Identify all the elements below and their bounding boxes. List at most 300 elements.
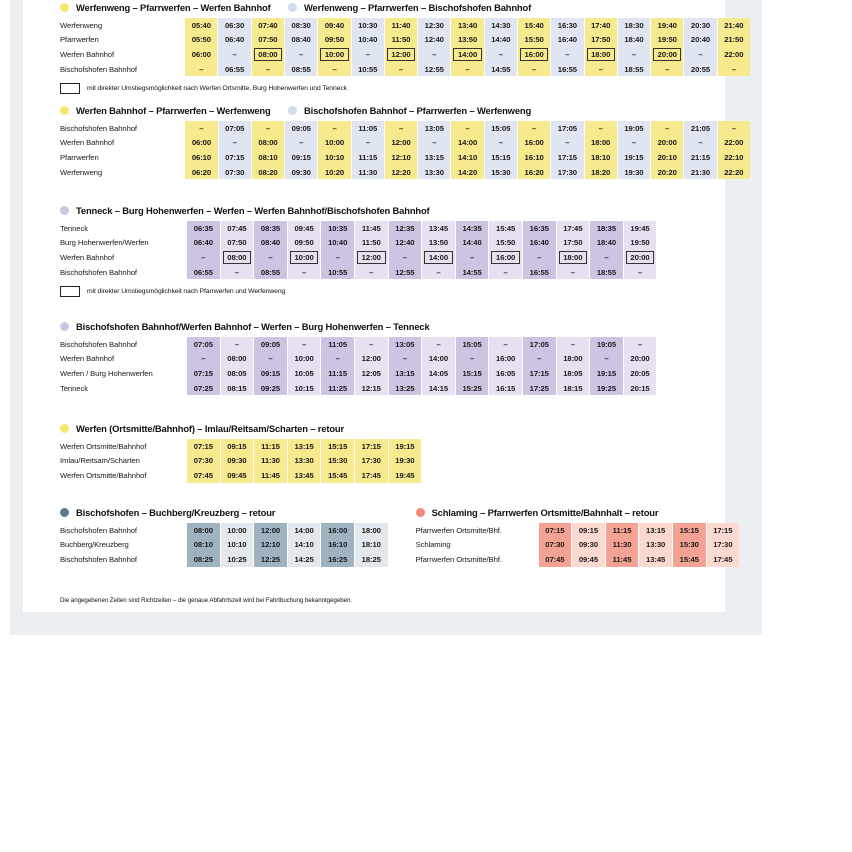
time-cell[interactable] [451, 121, 484, 136]
time-cell[interactable] [287, 454, 321, 469]
time-cell[interactable] [418, 150, 451, 165]
time-cell[interactable] [451, 165, 484, 180]
time-cell[interactable] [287, 523, 321, 538]
time-cell[interactable] [556, 381, 590, 396]
time-cell[interactable] [556, 250, 590, 265]
time-cell[interactable] [187, 523, 221, 538]
time-cell[interactable] [384, 165, 417, 180]
time-cell[interactable] [187, 538, 221, 553]
time-cell[interactable] [484, 62, 517, 77]
time-cell[interactable] [388, 381, 422, 396]
time-cell[interactable] [351, 18, 384, 33]
time-cell[interactable] [285, 165, 318, 180]
time-cell[interactable] [706, 538, 739, 553]
time-cell[interactable] [623, 250, 656, 265]
time-cell[interactable] [321, 468, 355, 483]
time-cell[interactable] [287, 221, 321, 236]
time-cell[interactable] [517, 121, 550, 136]
time-cell[interactable] [287, 236, 321, 251]
time-cell[interactable] [418, 136, 451, 151]
time-cell[interactable] [617, 150, 650, 165]
time-cell[interactable] [484, 165, 517, 180]
time-cell[interactable] [522, 381, 556, 396]
time-cell[interactable] [672, 538, 706, 553]
time-cell[interactable] [717, 18, 750, 33]
time-cell[interactable] [538, 538, 572, 553]
time-cell[interactable] [187, 337, 221, 352]
time-cell[interactable] [605, 552, 639, 567]
time-cell[interactable] [422, 337, 456, 352]
time-cell[interactable] [717, 62, 750, 77]
time-cell[interactable] [451, 47, 484, 62]
time-cell[interactable] [321, 381, 355, 396]
time-cell[interactable] [187, 454, 221, 469]
time-cell[interactable] [251, 33, 284, 48]
time-cell[interactable] [287, 337, 321, 352]
time-cell[interactable] [556, 337, 590, 352]
time-cell[interactable] [617, 47, 650, 62]
time-cell[interactable] [254, 352, 288, 367]
time-cell[interactable] [220, 468, 254, 483]
time-cell[interactable] [285, 47, 318, 62]
time-cell[interactable] [617, 62, 650, 77]
time-cell[interactable] [354, 337, 388, 352]
time-cell[interactable] [384, 18, 417, 33]
time-cell[interactable] [318, 121, 351, 136]
time-cell[interactable] [220, 250, 254, 265]
time-cell[interactable] [556, 236, 590, 251]
time-cell[interactable] [418, 62, 451, 77]
time-cell[interactable] [706, 552, 739, 567]
time-cell[interactable] [590, 381, 624, 396]
time-cell[interactable] [422, 265, 456, 280]
time-cell[interactable] [388, 366, 422, 381]
time-cell[interactable] [218, 121, 251, 136]
time-cell[interactable] [717, 33, 750, 48]
time-cell[interactable] [551, 18, 584, 33]
time-cell[interactable] [354, 250, 388, 265]
time-cell[interactable] [572, 538, 606, 553]
time-cell[interactable] [717, 47, 750, 62]
time-cell[interactable] [572, 523, 606, 538]
time-cell[interactable] [251, 150, 284, 165]
time-cell[interactable] [254, 439, 288, 454]
time-cell[interactable] [517, 33, 550, 48]
time-cell[interactable] [254, 337, 288, 352]
time-cell[interactable] [717, 165, 750, 180]
time-cell[interactable] [185, 121, 218, 136]
time-cell[interactable] [522, 265, 556, 280]
time-cell[interactable] [354, 454, 388, 469]
time-cell[interactable] [287, 439, 321, 454]
time-cell[interactable] [623, 265, 656, 280]
time-cell[interactable] [605, 523, 639, 538]
time-cell[interactable] [287, 265, 321, 280]
time-cell[interactable] [684, 165, 717, 180]
time-cell[interactable] [351, 33, 384, 48]
time-cell[interactable] [517, 18, 550, 33]
time-cell[interactable] [287, 538, 321, 553]
time-cell[interactable] [617, 136, 650, 151]
time-cell[interactable] [220, 352, 254, 367]
time-cell[interactable] [388, 236, 422, 251]
time-cell[interactable] [351, 150, 384, 165]
time-cell[interactable] [185, 165, 218, 180]
time-cell[interactable] [517, 165, 550, 180]
time-cell[interactable] [522, 221, 556, 236]
time-cell[interactable] [605, 538, 639, 553]
time-cell[interactable] [354, 221, 388, 236]
time-cell[interactable] [617, 33, 650, 48]
time-cell[interactable] [254, 221, 288, 236]
time-cell[interactable] [451, 150, 484, 165]
time-cell[interactable] [522, 250, 556, 265]
time-cell[interactable] [584, 136, 617, 151]
time-cell[interactable] [484, 18, 517, 33]
time-cell[interactable] [451, 136, 484, 151]
time-cell[interactable] [218, 165, 251, 180]
time-cell[interactable] [639, 523, 673, 538]
time-cell[interactable] [422, 381, 456, 396]
time-cell[interactable] [287, 381, 321, 396]
time-cell[interactable] [651, 165, 684, 180]
time-cell[interactable] [220, 221, 254, 236]
time-cell[interactable] [285, 121, 318, 136]
time-cell[interactable] [218, 18, 251, 33]
time-cell[interactable] [254, 236, 288, 251]
time-cell[interactable] [251, 62, 284, 77]
time-cell[interactable] [684, 18, 717, 33]
time-cell[interactable] [354, 538, 387, 553]
time-cell[interactable] [220, 439, 254, 454]
time-cell[interactable] [187, 552, 221, 567]
time-cell[interactable] [354, 265, 388, 280]
time-cell[interactable] [522, 337, 556, 352]
time-cell[interactable] [318, 62, 351, 77]
time-cell[interactable] [254, 250, 288, 265]
time-cell[interactable] [251, 47, 284, 62]
time-cell[interactable] [455, 221, 489, 236]
time-cell[interactable] [489, 236, 523, 251]
time-cell[interactable] [384, 150, 417, 165]
time-cell[interactable] [254, 366, 288, 381]
time-cell[interactable] [484, 121, 517, 136]
time-cell[interactable] [517, 62, 550, 77]
time-cell[interactable] [538, 523, 572, 538]
time-cell[interactable] [285, 18, 318, 33]
time-cell[interactable] [220, 366, 254, 381]
time-cell[interactable] [590, 221, 624, 236]
time-cell[interactable] [623, 337, 656, 352]
time-cell[interactable] [551, 136, 584, 151]
time-cell[interactable] [384, 62, 417, 77]
time-cell[interactable] [318, 33, 351, 48]
time-cell[interactable] [455, 337, 489, 352]
time-cell[interactable] [354, 366, 388, 381]
time-cell[interactable] [251, 165, 284, 180]
time-cell[interactable] [422, 352, 456, 367]
time-cell[interactable] [651, 136, 684, 151]
time-cell[interactable] [651, 150, 684, 165]
time-cell[interactable] [321, 454, 355, 469]
time-cell[interactable] [455, 352, 489, 367]
time-cell[interactable] [287, 366, 321, 381]
time-cell[interactable] [639, 538, 673, 553]
time-cell[interactable] [672, 523, 706, 538]
time-cell[interactable] [517, 136, 550, 151]
time-cell[interactable] [623, 352, 656, 367]
time-cell[interactable] [218, 47, 251, 62]
time-cell[interactable] [538, 552, 572, 567]
time-cell[interactable] [321, 265, 355, 280]
time-cell[interactable] [218, 33, 251, 48]
time-cell[interactable] [254, 523, 288, 538]
time-cell[interactable] [384, 33, 417, 48]
time-cell[interactable] [384, 121, 417, 136]
time-cell[interactable] [220, 381, 254, 396]
time-cell[interactable] [220, 523, 254, 538]
time-cell[interactable] [318, 165, 351, 180]
time-cell[interactable] [556, 352, 590, 367]
time-cell[interactable] [321, 439, 355, 454]
time-cell[interactable] [590, 250, 624, 265]
time-cell[interactable] [354, 439, 388, 454]
time-cell[interactable] [251, 121, 284, 136]
time-cell[interactable] [220, 552, 254, 567]
time-cell[interactable] [187, 352, 221, 367]
time-cell[interactable] [623, 236, 656, 251]
time-cell[interactable] [422, 236, 456, 251]
time-cell[interactable] [351, 47, 384, 62]
time-cell[interactable] [623, 221, 656, 236]
time-cell[interactable] [321, 337, 355, 352]
time-cell[interactable] [617, 18, 650, 33]
time-cell[interactable] [418, 121, 451, 136]
time-cell[interactable] [522, 366, 556, 381]
time-cell[interactable] [318, 150, 351, 165]
time-cell[interactable] [551, 33, 584, 48]
time-cell[interactable] [354, 523, 387, 538]
time-cell[interactable] [651, 62, 684, 77]
time-cell[interactable] [218, 62, 251, 77]
time-cell[interactable] [484, 47, 517, 62]
time-cell[interactable] [584, 150, 617, 165]
time-cell[interactable] [684, 136, 717, 151]
time-cell[interactable] [418, 47, 451, 62]
time-cell[interactable] [418, 165, 451, 180]
time-cell[interactable] [388, 265, 422, 280]
time-cell[interactable] [484, 33, 517, 48]
time-cell[interactable] [285, 136, 318, 151]
time-cell[interactable] [651, 47, 684, 62]
time-cell[interactable] [651, 121, 684, 136]
time-cell[interactable] [220, 337, 254, 352]
time-cell[interactable] [590, 337, 624, 352]
time-cell[interactable] [285, 150, 318, 165]
time-cell[interactable] [254, 381, 288, 396]
time-cell[interactable] [388, 468, 421, 483]
time-cell[interactable] [484, 136, 517, 151]
time-cell[interactable] [623, 381, 656, 396]
time-cell[interactable] [187, 439, 221, 454]
time-cell[interactable] [489, 221, 523, 236]
time-cell[interactable] [717, 121, 750, 136]
time-cell[interactable] [254, 538, 288, 553]
time-cell[interactable] [617, 121, 650, 136]
time-cell[interactable] [455, 265, 489, 280]
time-cell[interactable] [287, 250, 321, 265]
time-cell[interactable] [684, 47, 717, 62]
time-cell[interactable] [418, 33, 451, 48]
time-cell[interactable] [185, 18, 218, 33]
time-cell[interactable] [684, 121, 717, 136]
time-cell[interactable] [551, 150, 584, 165]
time-cell[interactable] [551, 47, 584, 62]
time-cell[interactable] [451, 18, 484, 33]
time-cell[interactable] [354, 236, 388, 251]
time-cell[interactable] [321, 352, 355, 367]
time-cell[interactable] [484, 150, 517, 165]
time-cell[interactable] [321, 250, 355, 265]
time-cell[interactable] [451, 62, 484, 77]
time-cell[interactable] [489, 352, 523, 367]
time-cell[interactable] [287, 468, 321, 483]
time-cell[interactable] [455, 381, 489, 396]
time-cell[interactable] [354, 468, 388, 483]
time-cell[interactable] [584, 121, 617, 136]
time-cell[interactable] [287, 552, 321, 567]
time-cell[interactable] [584, 47, 617, 62]
time-cell[interactable] [351, 62, 384, 77]
time-cell[interactable] [321, 236, 355, 251]
time-cell[interactable] [185, 33, 218, 48]
time-cell[interactable] [388, 221, 422, 236]
time-cell[interactable] [590, 236, 624, 251]
time-cell[interactable] [321, 366, 355, 381]
time-cell[interactable] [388, 337, 422, 352]
time-cell[interactable] [455, 366, 489, 381]
time-cell[interactable] [522, 352, 556, 367]
time-cell[interactable] [684, 33, 717, 48]
time-cell[interactable] [422, 250, 456, 265]
time-cell[interactable] [672, 552, 706, 567]
time-cell[interactable] [318, 47, 351, 62]
time-cell[interactable] [254, 468, 288, 483]
time-cell[interactable] [218, 150, 251, 165]
time-cell[interactable] [321, 523, 355, 538]
time-cell[interactable] [590, 366, 624, 381]
time-cell[interactable] [489, 337, 523, 352]
time-cell[interactable] [489, 366, 523, 381]
time-cell[interactable] [388, 352, 422, 367]
time-cell[interactable] [489, 381, 523, 396]
time-cell[interactable] [220, 538, 254, 553]
time-cell[interactable] [351, 136, 384, 151]
time-cell[interactable] [422, 366, 456, 381]
time-cell[interactable] [517, 47, 550, 62]
time-cell[interactable] [584, 165, 617, 180]
time-cell[interactable] [251, 18, 284, 33]
time-cell[interactable] [639, 552, 673, 567]
time-cell[interactable] [321, 538, 355, 553]
time-cell[interactable] [551, 62, 584, 77]
time-cell[interactable] [572, 552, 606, 567]
time-cell[interactable] [651, 18, 684, 33]
time-cell[interactable] [351, 121, 384, 136]
time-cell[interactable] [388, 454, 421, 469]
time-cell[interactable] [220, 454, 254, 469]
time-cell[interactable] [684, 62, 717, 77]
time-cell[interactable] [318, 136, 351, 151]
time-cell[interactable] [285, 62, 318, 77]
time-cell[interactable] [354, 552, 387, 567]
time-cell[interactable] [455, 250, 489, 265]
time-cell[interactable] [551, 121, 584, 136]
time-cell[interactable] [321, 552, 355, 567]
time-cell[interactable] [254, 265, 288, 280]
time-cell[interactable] [187, 221, 221, 236]
time-cell[interactable] [522, 236, 556, 251]
time-cell[interactable] [354, 381, 388, 396]
time-cell[interactable] [254, 552, 288, 567]
time-cell[interactable] [384, 47, 417, 62]
time-cell[interactable] [556, 366, 590, 381]
time-cell[interactable] [551, 165, 584, 180]
time-cell[interactable] [321, 221, 355, 236]
time-cell[interactable] [187, 236, 221, 251]
time-cell[interactable] [517, 150, 550, 165]
time-cell[interactable] [651, 33, 684, 48]
time-cell[interactable] [251, 136, 284, 151]
time-cell[interactable] [556, 221, 590, 236]
time-cell[interactable] [220, 265, 254, 280]
time-cell[interactable] [684, 150, 717, 165]
time-cell[interactable] [185, 47, 218, 62]
time-cell[interactable] [185, 150, 218, 165]
time-cell[interactable] [318, 18, 351, 33]
time-cell[interactable] [717, 150, 750, 165]
time-cell[interactable] [185, 62, 218, 77]
time-cell[interactable] [187, 250, 221, 265]
time-cell[interactable] [584, 62, 617, 77]
time-cell[interactable] [220, 236, 254, 251]
time-cell[interactable] [187, 265, 221, 280]
time-cell[interactable] [187, 381, 221, 396]
time-cell[interactable] [187, 366, 221, 381]
time-cell[interactable] [422, 221, 456, 236]
time-cell[interactable] [388, 439, 421, 454]
time-cell[interactable] [354, 352, 388, 367]
time-cell[interactable] [185, 136, 218, 151]
time-cell[interactable] [384, 136, 417, 151]
time-cell[interactable] [351, 165, 384, 180]
time-cell[interactable] [584, 33, 617, 48]
time-cell[interactable] [287, 352, 321, 367]
time-cell[interactable] [706, 523, 739, 538]
time-cell[interactable] [455, 236, 489, 251]
time-cell[interactable] [388, 250, 422, 265]
time-cell[interactable] [489, 265, 523, 280]
time-cell[interactable] [187, 468, 221, 483]
time-cell[interactable] [285, 33, 318, 48]
time-cell[interactable] [489, 250, 523, 265]
time-cell[interactable] [623, 366, 656, 381]
time-cell[interactable] [418, 18, 451, 33]
time-cell[interactable] [254, 454, 288, 469]
time-cell[interactable] [717, 136, 750, 151]
time-cell[interactable] [617, 165, 650, 180]
time-cell[interactable] [218, 136, 251, 151]
